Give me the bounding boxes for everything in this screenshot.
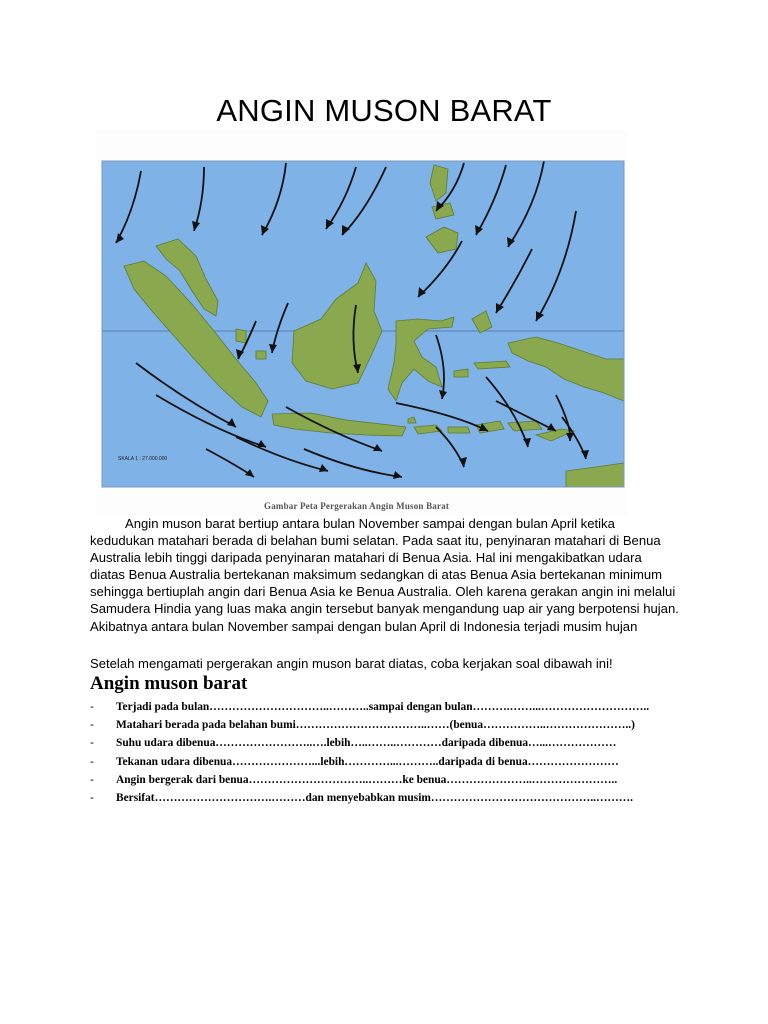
question-item (90, 716, 649, 734)
paragraph-text: Angin muson barat bertiup antara bulan November sampai dengan bulan April ketika kedudukan matahari berada di belahan bumi selatan. Pada saat itu, penyinaran matahari di Benua Australia lebih tinggi daripada penyinaran matahari di Benua Asia. Hal ini mengakibatkan udara diatas Benua Australia bertekanan maksimum sedangkan di atas Benua Asia bertekanan minimum sehingga bertiuplah angin dari Benua Asia ke Benua Australia. Oleh karena gerakan angin ini melalui Samudera Hindia yang luas maka angin tersebut banyak mengandung uap air yang berpotensi hujan. Akibatnya antara bulan November sampai dengan bulan April di Indonesia terjadi musim hujan (90, 516, 679, 634)
map-caption: Gambar Peta Pergerakan Angin Muson Barat (264, 501, 450, 511)
page-title: ANGIN MUSON BARAT (216, 93, 552, 128)
island-belitung (256, 351, 266, 359)
island-bangka (236, 329, 246, 343)
bullet-dash: - (90, 701, 94, 713)
question-text: Tekanan udara dibenua…………………...lebih…………...………..daripada di benua…………………… (116, 755, 619, 768)
bullet-dash: - (90, 773, 94, 786)
map-illustration (96, 131, 628, 516)
explanation-paragraph (90, 515, 680, 635)
bullet-dash: - (90, 719, 94, 732)
bullet-dash: - (90, 791, 94, 804)
question-item (90, 771, 649, 789)
question-item (90, 789, 649, 807)
question-item (90, 734, 649, 752)
question-text: Suhu udara dibenua……………………..….lebih…..……..…………daripada dibenua…...……………… (116, 737, 617, 750)
question-text: Terjadi pada bulan…………………………..………..sampai dengan bulan……….……...……………………….. (116, 701, 650, 713)
question-item (90, 698, 649, 716)
monsoon-map (96, 131, 628, 516)
question-text: Matahari berada pada belahan bumi……………………………..……(benua……………..…………………..) (116, 719, 635, 732)
instruction-text: Setelah mengamati pergerakan angin muson barat diatas, coba kerjakan soal dibawah ini! (90, 656, 613, 671)
bullet-dash: - (90, 737, 94, 750)
bullet-dash: - (90, 755, 94, 768)
section-heading: Angin muson barat (90, 673, 248, 694)
question-item (90, 753, 649, 771)
question-list (90, 698, 649, 807)
map-scale-label: SKALA 1 : 27.000.000 (118, 456, 168, 462)
question-text: Angin bergerak dari benua…………………………..………ke benua…………………..………………….. (116, 773, 618, 786)
question-text: Bersifat………………………….………dan menyebabkan musim……………………………………..………. (116, 791, 634, 804)
